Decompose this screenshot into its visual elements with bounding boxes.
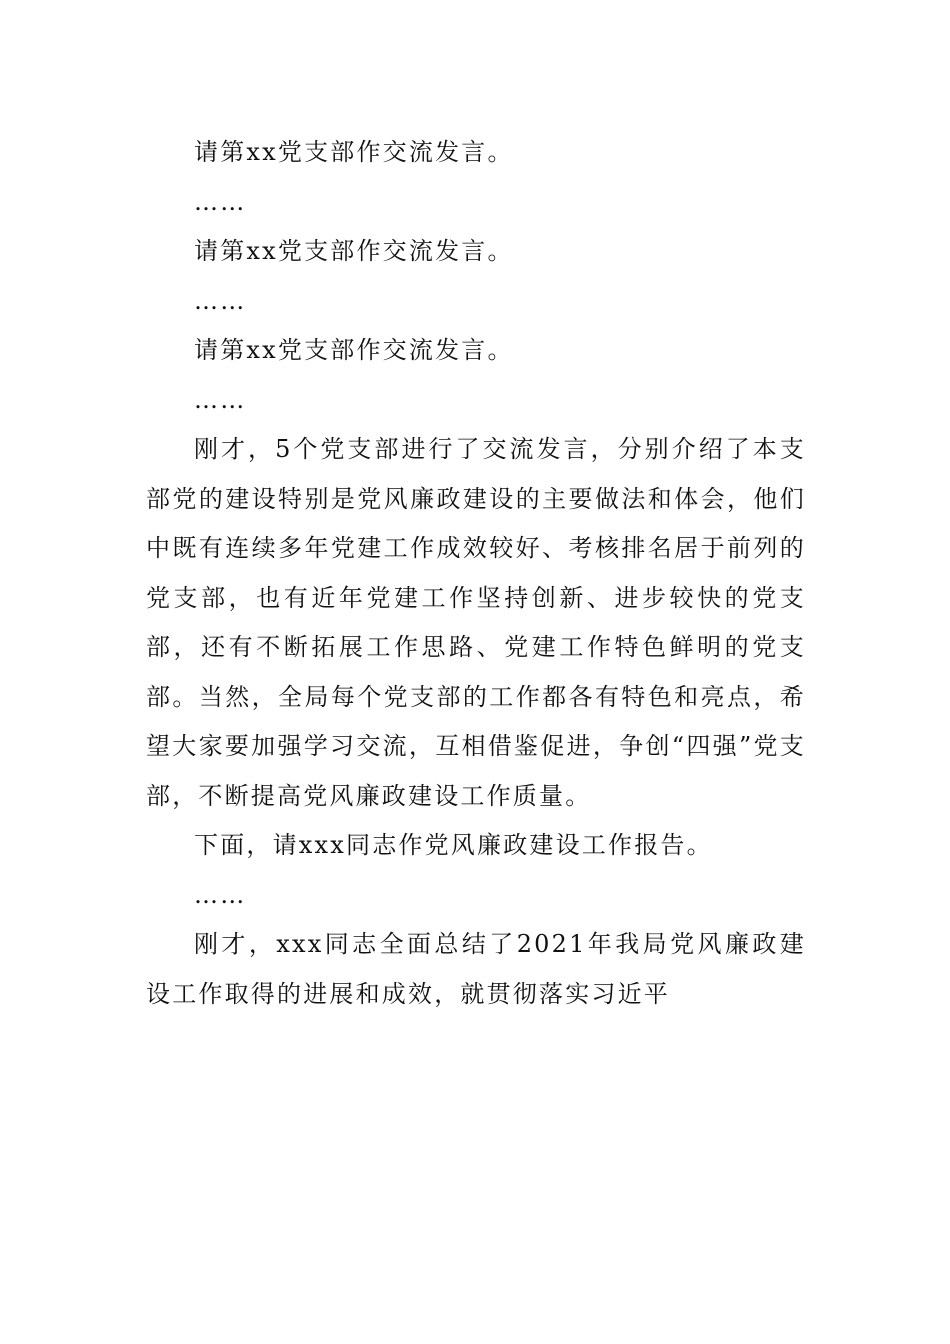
paragraph-report-invite: 下面，请xxx同志作党风廉政建设工作报告。 [194,831,713,859]
paragraph-report-summary: 刚才，xxx同志全面总结了2021年我局党风廉政建设工作取得的进展和成效，就贯彻落实习近平 [146,930,806,1008]
paragraph-ellipsis-2: …… [194,286,247,315]
paragraph-ellipsis-1: …… [194,187,247,216]
paragraph-invite-3: 请第xx党支部作交流发言。 [194,336,514,364]
document-page [146,128,806,1019]
paragraph-invite-2: 请第xx党支部作交流发言。 [194,237,514,265]
paragraph-summary: 刚才，5个党支部进行了交流发言，分别介绍了本支部党的建设特别是党风廉政建设的主要做法和体会，他们中既有连续多年党建工作成效较好、考核排名居于前列的党支部，也有近年党建工作坚持创新、进步较快的党支部，还有不断拓展工作思路、党建工作特色鲜明的党支部。当然，全局每个党支部的工作都各有特色和亮点，希望大家要加强学习交流，互相借鉴促进，争创“四强”党支部，不断提高党风廉政建设工作质量。 [146,435,806,810]
paragraph-ellipsis-3: …… [194,385,247,414]
paragraph-invite-1: 请第xx党支部作交流发言。 [194,138,514,166]
paragraph-ellipsis-4: …… [194,880,247,909]
